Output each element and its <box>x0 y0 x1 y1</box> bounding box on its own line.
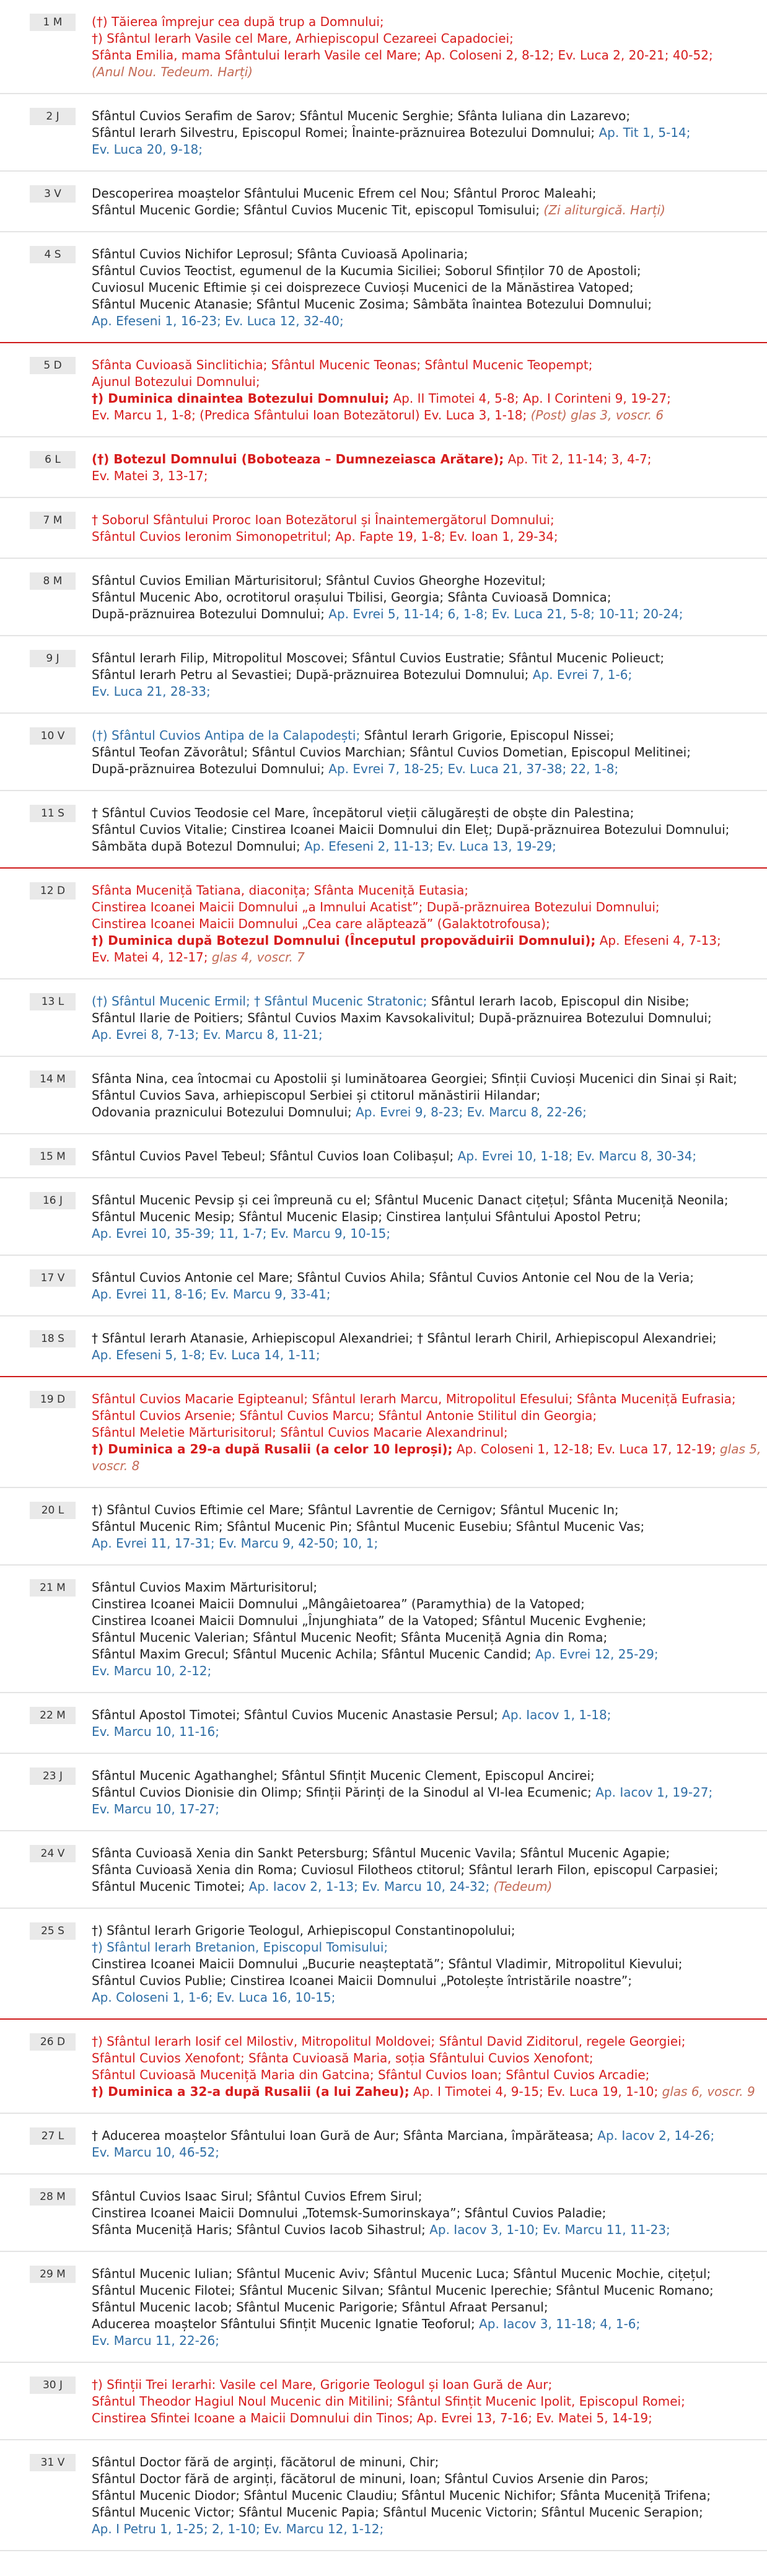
reading-reference: Ev. Luca 21, 28-33; <box>92 684 211 699</box>
entry-line <box>92 512 752 528</box>
entry-line <box>92 2521 752 2538</box>
commemoration-text: Sfântul Ierarh Iacob, Episcopul din Nisibe; <box>427 994 690 1009</box>
reading-reference: Ap. Iacov 3, 11-18; 4, 1-6; <box>475 2316 641 2331</box>
date-badge: 18 S <box>30 1330 76 1347</box>
commemoration-text: Cinstirea Sfintei Icoane a Maicii Domnului din Tinos; <box>92 2411 413 2425</box>
day-row <box>0 979 767 1057</box>
entry-line <box>92 2316 752 2333</box>
reading-reference: Ev. Marcu 10, 46-52; <box>92 2145 219 2160</box>
entry-line <box>92 1148 752 1165</box>
entry-line <box>92 761 752 778</box>
day-row <box>0 2114 767 2175</box>
commemoration-text: Sfânta Muceniță Tatiana, diaconița; Sfânta Muceniță Eutasia; <box>92 883 469 898</box>
commemoration-text: † Aducerea moaștelor Sfântului Ioan Gură de Aur; Sfânta Marciana, împărăteasa; <box>92 2128 594 2143</box>
commemoration-text: Sfântul Theodor Hagiul Noul Mucenic din Mitilini; Sfântul Sfințit Mucenic Ipolit, Episcopul Romei; <box>92 2394 685 2409</box>
commemoration-text: Sfântul Mucenic Timotei; <box>92 1879 245 1894</box>
entry-line <box>92 1286 752 1303</box>
commemoration-text: Sfântul Cuvios Xenofont; Sfânta Cuvioasă Maria, soția Sfântului Cuvios Xenofont; <box>92 2051 594 2066</box>
reading-reference: Ap. Iacov 2, 1-13; Ev. Marcu 10, 24-32; <box>245 1879 490 1894</box>
day-row <box>0 343 767 437</box>
commemoration-text: Sfântul Mucenic Mesip; Sfântul Mucenic Elasip; Cinstirea lanțului Sfântului Apostol Petru; <box>92 1209 641 1224</box>
entry-line <box>92 1347 752 1364</box>
commemoration-text: Ap. I Timotei 4, 9-15; Ev. Luca 19, 1-10; <box>409 2084 659 2099</box>
entry-line <box>92 1939 752 1956</box>
entry-line <box>92 1724 752 1740</box>
entry-line <box>92 683 752 700</box>
date-badge: 25 S <box>30 1922 76 1940</box>
entry-line <box>92 650 752 667</box>
date-badge: 4 S <box>30 246 76 263</box>
reading-reference: Ap. Evrei 12, 25-29; <box>531 1647 659 1662</box>
commemoration-text: Sfânta Cuvioasă Xenia din Roma; Cuviosul Filotheos ctitorul; Sfântul Ierarh Filon, episcopul Carpasiei; <box>92 1862 719 1877</box>
commemoration-text: Ev. Matei 3, 13-17; <box>92 468 208 483</box>
entry-line <box>92 1768 752 1784</box>
day-row <box>0 791 767 869</box>
entry-line <box>92 2033 752 2050</box>
entry-line <box>92 2333 752 2349</box>
date-badge: 10 V <box>30 727 76 745</box>
date-badge: 23 J <box>30 1768 76 1785</box>
commemoration-text: Sfântul Ilarie de Poitiers; Sfântul Cuvios Maxim Kavsokalivitul; După-prăznuirea Botezului Domnului; <box>92 1010 712 1025</box>
entry-line <box>92 407 752 424</box>
commemoration-text: Ap. Evrei 13, 7-16; Ev. Matei 5, 14-19; <box>413 2411 652 2425</box>
date-badge: 26 D <box>30 2033 76 2051</box>
entry-line <box>92 932 752 949</box>
liturgical-note: (Tedeum) <box>489 1879 553 1894</box>
day-row <box>0 2175 767 2252</box>
entry-line <box>92 108 752 125</box>
entry-line <box>92 1441 761 1458</box>
commemoration-text: Sfânta Muceniță Haris; Sfântul Cuvios Iacob Sihastrul; <box>92 2222 426 2237</box>
commemoration-text: †) Duminica a 29-a după Rusalii (a celor 10 leproși); <box>92 1442 453 1457</box>
entry-line <box>92 1629 752 1646</box>
reading-reference: Ap. Evrei 10, 1-18; Ev. Marcu 8, 30-34; <box>454 1149 697 1163</box>
entry-line <box>92 993 752 1010</box>
entry-line <box>92 1071 752 1087</box>
commemoration-text: Sfântul Mucenic Victor; Sfântul Mucenic Papia; Sfântul Mucenic Victorin; Sfântul Mucenic Serapion; <box>92 2505 703 2520</box>
commemoration-text: Ap. II Timotei 4, 5-8; Ap. I Corinteni 9, 19-27; <box>389 391 671 406</box>
entry-line <box>92 246 752 263</box>
commemoration-text: Sfântul Ierarh Grigorie, Episcopul Nissei; <box>360 728 615 743</box>
commemoration-text: Sfântul Doctor fără de arginți, făcătorul de minuni, Chir; <box>92 2455 439 2469</box>
date-badge: 3 V <box>30 185 76 203</box>
entry-line <box>92 1973 752 1989</box>
commemoration-text: Sfântul Meletie Mărturisitorul; Sfântul Cuvios Macarie Alexandrinul; <box>92 1425 508 1440</box>
commemoration-text: Sfântul Cuvioasă Muceniță Maria din Gatcina; Sfântul Cuvios Ioan; Sfântul Cuvios Arcadie; <box>92 2067 650 2082</box>
commemoration-text: †) Sfântul Ierarh Vasile cel Mare, Arhiepiscopul Cezareei Capadociei; <box>92 31 514 46</box>
entry-line <box>92 1391 752 1408</box>
entry-line <box>92 2050 752 2067</box>
reading-reference: Ev. Marcu 10, 2-12; <box>92 1663 212 1678</box>
day-row <box>0 498 767 559</box>
commemoration-text: Sfântul Cuvios Pavel Tebeul; Sfântul Cuvios Ioan Colibașul; <box>92 1149 454 1163</box>
entry-line <box>92 313 752 330</box>
day-row <box>0 1831 767 1909</box>
day-row <box>0 437 767 498</box>
day-row <box>0 1316 767 1377</box>
entry-line <box>92 1424 752 1441</box>
entry-line <box>92 1801 752 1818</box>
entry-line <box>92 1269 752 1286</box>
day-row <box>0 1256 767 1316</box>
commemoration-text: Cinstirea Icoanei Maicii Domnului „a Imnului Acatist”; După-prăznuirea Botezului Domnului; <box>92 900 660 914</box>
reading-reference: Ap. Iacov 1, 19-27; <box>591 1785 713 1800</box>
entry-line <box>92 279 752 296</box>
reading-reference: Ap. Efeseni 1, 16-23; Ev. Luca 12, 32-40; <box>92 313 344 328</box>
commemoration-text: Sfânta Cuvioasă Xenia din Sankt Petersburg; Sfântul Mucenic Vavila; Sfântul Mucenic Agapie; <box>92 1846 670 1860</box>
date-badge: 21 M <box>30 1579 76 1597</box>
day-row <box>0 869 767 979</box>
commemoration-text: Sfântul Mucenic Filotei; Sfântul Mucenic Silvan; Sfântul Mucenic Iperechie; Sfântul Mucenic Romano; <box>92 2283 714 2298</box>
reading-reference: Ap. Iacov 1, 1-18; <box>497 1707 611 1722</box>
entry-line <box>92 1878 752 1895</box>
entry-line <box>92 1845 752 1862</box>
liturgical-note: glas 5, <box>716 1442 761 1457</box>
commemoration-text: Sfântul Mucenic Abo, ocrotitorul orașului Tbilisi, Georgia; Sfânta Cuvioasă Domnica; <box>92 590 611 605</box>
commemoration-text: Sfântul Teofan Zăvorâtul; Sfântul Cuvios Marchian; Sfântul Cuvios Dometian, Episcopul Melitinei; <box>92 745 691 760</box>
commemoration-text: Sfântul Mucenic Iulian; Sfântul Mucenic Aviv; Sfântul Mucenic Luca; Sfântul Mucenic Mochie, cițețul; <box>92 2266 711 2281</box>
date-badge: 17 V <box>30 1269 76 1287</box>
date-badge: 6 L <box>30 451 76 468</box>
reading-reference: Ap. Evrei 11, 17-31; Ev. Marcu 9, 42-50; 10, 1; <box>92 1536 379 1551</box>
commemoration-text: Sfântul Cuvios Ieronim Simonopetritul; <box>92 529 331 544</box>
reading-reference: Ev. Marcu 10, 17-27; <box>92 1802 219 1816</box>
commemoration-text: Sfântul Mucenic Atanasie; Sfântul Mucenic Zosima; Sâmbăta înaintea Botezului Domnului; <box>92 297 652 312</box>
commemoration-text: Sfântul Ierarh Silvestru, Episcopul Romei; Înainte-prăznuirea Botezului Domnului; <box>92 125 595 140</box>
date-badge: 27 L <box>30 2127 76 2145</box>
commemoration-text: Sfântul Ierarh Filip, Mitropolitul Moscovei; Sfântul Cuvios Eustratie; Sfântul Mucenic Polieuct; <box>92 651 665 665</box>
commemoration-text: †) Sfântul Ierarh Grigorie Teologul, Arhiepiscopul Constantinopolului; <box>92 1923 515 1938</box>
entry-line <box>92 744 752 761</box>
entry-line <box>92 2471 752 2487</box>
entry-line <box>92 1518 752 1535</box>
commemoration-text: †) Duminica după Botezul Domnului (Începutul propovăduirii Domnului); <box>92 933 596 948</box>
day-row <box>0 1566 767 1693</box>
commemoration-text: Sfântul Cuvios Maxim Mărturisitorul; <box>92 1580 318 1595</box>
date-badge: 31 V <box>30 2454 76 2471</box>
entry-line <box>92 2127 752 2144</box>
date-badge: 19 D <box>30 1391 76 1408</box>
commemoration-text: †) Duminica a 32-a după Rusalii (a lui Zaheu); <box>92 2084 410 2099</box>
date-badge: 8 M <box>30 572 76 590</box>
commemoration-text: †) Sfântul Ierarh Bretanion, Episcopul Tomisului; <box>92 1940 388 1955</box>
commemoration-text: Sfântul Cuvios Sava, arhiepiscopul Serbiei și ctitorul mănăstirii Hilandar; <box>92 1088 541 1103</box>
entry-line <box>92 468 752 484</box>
entry-line <box>92 202 752 219</box>
day-row <box>0 2252 767 2363</box>
commemoration-text: Sfântul Doctor fără de arginți, făcătorul de minuni, Ioan; Sfântul Cuvios Arsenie din Paros; <box>92 2471 649 2486</box>
entry-line <box>92 1087 752 1104</box>
day-row <box>0 636 767 714</box>
entry-line <box>92 572 752 589</box>
day-row <box>0 2440 767 2551</box>
day-row <box>0 559 767 636</box>
commemoration-text: † Sfântul Cuvios Teodosie cel Mare, începătorul vieții călugărești de obște din Palestina; <box>92 805 634 820</box>
entry-line <box>92 882 752 899</box>
entry-line <box>92 1027 752 1043</box>
entry-line <box>92 2083 755 2100</box>
entry-line <box>92 374 752 390</box>
entry-line <box>92 451 752 468</box>
day-row <box>0 1909 767 2020</box>
date-badge: 16 J <box>30 1192 76 1209</box>
commemoration-text: Ap. Coloseni 1, 12-18; Ev. Luca 17, 12-19; <box>452 1442 716 1457</box>
liturgical-note: (Zi aliturgică. Harți) <box>540 203 665 217</box>
date-badge: 28 M <box>30 2188 76 2206</box>
reading-reference: Ap. Evrei 5, 11-14; 6, 1-8; Ev. Luca 21, 5-8; 10-11; 20-24; <box>324 607 683 621</box>
entry-line <box>92 1502 752 1518</box>
reading-reference: Ev. Luca 20, 9-18; <box>92 142 203 157</box>
entry-line <box>92 589 752 606</box>
entry-line <box>92 2188 752 2205</box>
reading-reference: Ev. Marcu 10, 11-16; <box>92 1724 219 1739</box>
entry-line <box>92 1784 752 1801</box>
date-badge: 5 D <box>30 357 76 374</box>
liturgical-note: (Anul Nou. Tedeum. Harți) <box>92 64 253 79</box>
entry-line <box>92 2410 752 2427</box>
entry-line <box>92 1408 752 1424</box>
commemoration-text: Ev. Marcu 1, 1-8; (Predica Sfântului Ioan Botezătorul) Ev. Luca 3, 1-18; <box>92 408 527 423</box>
entry-line <box>92 47 752 64</box>
commemoration-text: †) Sfântul Cuvios Eftimie cel Mare; Sfântul Lavrentie de Cernigov; Sfântul Mucenic In; <box>92 1502 619 1517</box>
commemoration-text: Sfântul Apostol Timotei; Sfântul Cuvios Mucenic Anastasie Persul; <box>92 1707 498 1722</box>
day-row <box>0 2020 767 2114</box>
entry-line <box>92 1535 752 1552</box>
commemoration-text: (†) Tăierea împrejur cea după trup a Domnului; <box>92 14 384 29</box>
entry-line <box>92 1956 752 1973</box>
entry-line <box>92 606 752 623</box>
entry-line <box>92 185 752 202</box>
date-badge: 22 M <box>30 1707 76 1724</box>
date-badge: 29 M <box>30 2266 76 2283</box>
day-row <box>0 1488 767 1566</box>
reading-reference: Ap. Evrei 8, 7-13; Ev. Marcu 8, 11-21; <box>92 1027 323 1042</box>
entry-line <box>92 916 752 932</box>
entry-line <box>92 390 752 407</box>
entry-line <box>92 528 752 545</box>
liturgical-note: (Post) glas 3, voscr. 6 <box>527 408 664 423</box>
entry-line <box>92 2067 752 2083</box>
entry-line <box>92 125 752 141</box>
commemoration-text: Sfântul Mucenic Iacob; Sfântul Mucenic Parigorie; Sfântul Afraat Persanul; <box>92 2300 548 2315</box>
commemoration-text: Sfânta Emilia, mama Sfântului Ierarh Vasile cel Mare; <box>92 48 421 63</box>
liturgical-note: voscr. 8 <box>92 1458 140 1473</box>
commemoration-text: Sfânta Cuvioasă Sinclitichia; Sfântul Mucenic Teonas; Sfântul Mucenic Teopempt; <box>92 357 593 372</box>
entry-line <box>92 1458 752 1474</box>
commemoration-text: Sfântul Ierarh Petru al Sevastiei; După-prăznuirea Botezului Domnului; <box>92 667 529 682</box>
commemoration-text: Sfântul Mucenic Pevsip și cei împreună cu el; Sfântul Mucenic Danact cițețul; Sfânta Muceniță Neonila; <box>92 1193 729 1207</box>
date-badge: 14 M <box>30 1071 76 1088</box>
entry-line <box>92 2487 752 2504</box>
day-row <box>0 172 767 232</box>
commemoration-text: Ev. Matei 4, 12-17; <box>92 950 208 965</box>
commemoration-text: După-prăznuirea Botezului Domnului; <box>92 761 325 776</box>
commemoration-text: (†) Sfântul Cuvios Antipa de la Calapodești; <box>92 728 361 743</box>
reading-reference: Ap. Tit 1, 5-14; <box>595 125 691 140</box>
commemoration-text: Cinstirea Icoanei Maicii Domnului „Totemsk-Sumorinskaya”; Sfântul Cuvios Paladie; <box>92 2206 607 2220</box>
entry-line <box>92 821 752 838</box>
entry-line <box>92 1209 752 1225</box>
entry-line <box>92 64 752 81</box>
entry-line <box>92 1646 752 1663</box>
commemoration-text: Sfântul Mucenic Diodor; Sfântul Mucenic Claudiu; Sfântul Mucenic Nichifor; Sfânta Muceniță Trifena; <box>92 2488 711 2503</box>
entry-line <box>92 1596 752 1613</box>
commemoration-text: Descoperirea moaștelor Sfântului Mucenic Efrem cel Nou; Sfântul Proroc Maleahi; <box>92 186 597 201</box>
commemoration-text: Sfântul Cuvios Dionisie din Olimp; Sfinții Părinți de la Sinodul al VI-lea Ecumenic; <box>92 1785 592 1800</box>
commemoration-text: Ap. Fapte 19, 1-8; Ev. Ioan 1, 29-34; <box>331 529 558 544</box>
entry-line <box>92 141 752 158</box>
commemoration-text: Aducerea moaștelor Sfântului Sfințit Mucenic Ignatie Teoforul; <box>92 2316 475 2331</box>
commemoration-text: Cuviosul Mucenic Eftimie și cei doisprezece Cuvioși Mucenici de la Mănăstirea Vatoped; <box>92 280 634 295</box>
date-badge: 9 J <box>30 650 76 667</box>
commemoration-text: Cinstirea Icoanei Maicii Domnului „Cea care alăptează” (Galaktotrofousa); <box>92 916 550 931</box>
commemoration-text: Sfântul Cuvios Emilian Mărturisitorul; Sfântul Cuvios Gheorghe Hozevitul; <box>92 573 546 588</box>
commemoration-text: Sfântul Mucenic Rim; Sfântul Mucenic Pin; Sfântul Mucenic Eusebiu; Sfântul Mucenic Vas; <box>92 1519 645 1534</box>
date-badge: 13 L <box>30 993 76 1010</box>
entry-line <box>92 838 752 855</box>
day-row <box>0 1134 767 1178</box>
reading-reference: Ap. Iacov 3, 1-10; Ev. Marcu 11, 11-23; <box>425 2222 670 2237</box>
commemoration-text: Sfântul Cuvios Nichifor Leprosul; Sfânta Cuvioasă Apolinaria; <box>92 247 468 261</box>
entry-line <box>92 949 752 966</box>
day-row <box>0 1754 767 1831</box>
entry-line <box>92 2454 752 2471</box>
commemoration-text: Sfântul Cuvios Arsenie; Sfântul Cuvios Marcu; Sfântul Antonie Stilitul din Georgia; <box>92 1408 597 1423</box>
commemoration-text: Sfântul Cuvios Teoctist, egumenul de la Kucumia Siciliei; Soborul Sfinților 70 de Apostoli; <box>92 263 641 278</box>
entry-line <box>92 2299 752 2316</box>
entry-line <box>92 1663 752 1680</box>
entry-line <box>92 1330 752 1347</box>
commemoration-text: Sfântul Cuvios Isaac Sirul; Sfântul Cuvios Efrem Sirul; <box>92 2189 423 2204</box>
commemoration-text: †) Duminica dinaintea Botezului Domnului; <box>92 391 390 406</box>
entry-line <box>92 2393 752 2410</box>
entry-line <box>92 1010 752 1027</box>
date-badge: 12 D <box>30 882 76 900</box>
entry-line <box>92 2222 752 2238</box>
day-row <box>0 2363 767 2440</box>
commemoration-text: Cinstirea Icoanei Maicii Domnului „Mângâietoarea” (Paramythia) de la Vatoped; <box>92 1597 585 1611</box>
entry-line <box>92 14 752 30</box>
reading-reference: Ap. Evrei 11, 8-16; Ev. Marcu 9, 33-41; <box>92 1287 331 1302</box>
reading-reference: Ap. Evrei 10, 35-39; 11, 1-7; Ev. Marcu 9, 10-15; <box>92 1226 391 1241</box>
commemoration-text: Sfântul Cuvios Vitalie; Cinstirea Icoanei Maicii Domnului din Eleț; După-prăznuirea Botezului Domnului; <box>92 822 730 837</box>
entry-line <box>92 357 752 374</box>
date-badge: 30 J <box>30 2377 76 2394</box>
commemoration-text: Ap. Coloseni 2, 8-12; Ev. Luca 2, 20-21; 40-52; <box>421 48 713 63</box>
entry-line <box>92 263 752 279</box>
commemoration-text: (†) Botezul Domnului (Boboteaza – Dumnezeiasca Arătare); <box>92 452 504 467</box>
commemoration-text: Sfântul Cuvios Macarie Egipteanul; Sfântul Ierarh Marcu, Mitropolitul Efesului; Sfânta Muceniță Eufrasia; <box>92 1391 736 1406</box>
commemoration-text: Sâmbăta după Botezul Domnului; <box>92 839 300 854</box>
date-badge: 1 M <box>30 14 76 31</box>
entry-line <box>92 1225 752 1242</box>
entry-line <box>92 2377 752 2393</box>
reading-reference: Ap. Coloseni 1, 1-6; Ev. Luca 16, 10-15; <box>92 1990 336 2005</box>
date-badge: 20 L <box>30 1502 76 1519</box>
commemoration-text: Sfântul Mucenic Gordie; Sfântul Cuvios Mucenic Tit, episcopul Tomisului; <box>92 203 540 217</box>
entry-line <box>92 727 752 744</box>
day-row <box>0 1057 767 1134</box>
date-badge: 11 S <box>30 805 76 822</box>
commemoration-text: Sfântul Maxim Grecul; Sfântul Mucenic Achila; Sfântul Mucenic Candid; <box>92 1647 532 1662</box>
reading-reference: Ap. Evrei 9, 8-23; Ev. Marcu 8, 22-26; <box>351 1105 587 1119</box>
commemoration-text: Odovania praznicului Botezului Domnului; <box>92 1105 352 1119</box>
entry-line <box>92 30 752 47</box>
date-badge: 7 M <box>30 512 76 529</box>
entry-line <box>92 1989 752 2006</box>
entry-line <box>92 805 752 821</box>
date-badge: 24 V <box>30 1845 76 1862</box>
reading-reference: Ap. Iacov 2, 14-26; <box>593 2128 715 2143</box>
commemoration-text: Sfânta Nina, cea întocmai cu Apostolii și luminătoarea Georgiei; Sfinții Cuvioși Mucenici din Sinai și Rait; <box>92 1071 737 1086</box>
commemoration-text: Ap. Tit 2, 11-14; 3, 4-7; <box>504 452 652 467</box>
entry-line <box>92 2205 752 2222</box>
day-row <box>0 1377 767 1488</box>
entry-line <box>92 1707 752 1724</box>
day-row <box>0 0 767 94</box>
entry-line <box>92 2282 752 2299</box>
day-row <box>0 94 767 172</box>
entry-line <box>92 2144 752 2161</box>
commemoration-text: † Sfântul Ierarh Atanasie, Arhiepiscopul Alexandriei; † Sfântul Ierarh Chiril, Arhiepiscopul Alexandriei; <box>92 1331 717 1346</box>
entry-line <box>92 1579 752 1596</box>
entry-line <box>92 1104 752 1121</box>
commemoration-text: Sfântul Cuvios Serafim de Sarov; Sfântul Mucenic Serghie; Sfânta Iuliana din Lazarevo; <box>92 108 631 123</box>
entry-line <box>92 667 752 683</box>
entry-line <box>92 1192 752 1209</box>
commemoration-text: Sfântul Mucenic Valerian; Sfântul Mucenic Neofit; Sfânta Muceniță Agnia din Roma; <box>92 1630 608 1645</box>
entry-line <box>92 2266 752 2282</box>
reading-reference: Ap. Efeseni 5, 1-8; Ev. Luca 14, 1-11; <box>92 1347 320 1362</box>
entry-line <box>92 296 752 313</box>
commemoration-text: După-prăznuirea Botezului Domnului; <box>92 607 325 621</box>
commemoration-text: † Soborul Sfântului Proroc Ioan Botezătorul și Înaintemergătorul Domnului; <box>92 512 554 527</box>
commemoration-text: Sfântul Cuvios Antonie cel Mare; Sfântul Cuvios Ahila; Sfântul Cuvios Antonie cel Nou de la Veria; <box>92 1270 695 1285</box>
commemoration-text: (†) Sfântul Mucenic Ermil; † Sfântul Mucenic Stratonic; <box>92 994 427 1009</box>
commemoration-text: Cinstirea Icoanei Maicii Domnului „Bucurie neașteptată”; Sfântul Vladimir, Mitropolitul Kievului; <box>92 1956 683 1971</box>
commemoration-text: Sfântul Cuvios Publie; Cinstirea Icoanei Maicii Domnului „Potolește întristările noastre”; <box>92 1973 632 1988</box>
liturgical-note: glas 4, voscr. 7 <box>208 950 305 965</box>
day-row <box>0 1693 767 1754</box>
reading-reference: Ev. Marcu 11, 22-26; <box>92 2333 219 2348</box>
commemoration-text: Ap. Efeseni 4, 7-13; <box>595 933 721 948</box>
commemoration-text: †) Sfântul Ierarh Iosif cel Milostiv, Mitropolitul Moldovei; Sfântul David Ziditorul, regele Georgiei; <box>92 2034 686 2049</box>
reading-reference: Ap. Efeseni 2, 11-13; Ev. Luca 13, 19-29; <box>300 839 556 854</box>
date-badge: 2 J <box>30 108 76 125</box>
commemoration-text: Ajunul Botezului Domnului; <box>92 374 260 389</box>
commemoration-text: †) Sfinții Trei Ierarhi: Vasile cel Mare, Grigorie Teologul și Ioan Gură de Aur; <box>92 2377 553 2392</box>
reading-reference: Ap. Evrei 7, 18-25; Ev. Luca 21, 37-38; 22, 1-8; <box>324 761 619 776</box>
entry-line <box>92 1922 752 1939</box>
entry-line <box>92 899 752 916</box>
commemoration-text: Sfântul Mucenic Agathanghel; Sfântul Sfințit Mucenic Clement, Episcopul Ancirei; <box>92 1768 595 1783</box>
reading-reference: Ap. Evrei 7, 1-6; <box>528 667 633 682</box>
day-row <box>0 714 767 791</box>
day-row <box>0 1178 767 1256</box>
liturgical-note: glas 6, voscr. 9 <box>658 2084 755 2099</box>
date-badge: 15 M <box>30 1148 76 1165</box>
entry-line <box>92 1862 752 1878</box>
entry-line <box>92 2504 752 2521</box>
commemoration-text: Cinstirea Icoanei Maicii Domnului „Înjunghiata” de la Vatoped; Sfântul Mucenic Evghenie; <box>92 1613 647 1628</box>
entry-line <box>92 1613 752 1629</box>
reading-reference: Ap. I Petru 1, 1-25; 2, 1-10; Ev. Marcu 12, 1-12; <box>92 2521 384 2536</box>
day-row <box>0 232 767 343</box>
